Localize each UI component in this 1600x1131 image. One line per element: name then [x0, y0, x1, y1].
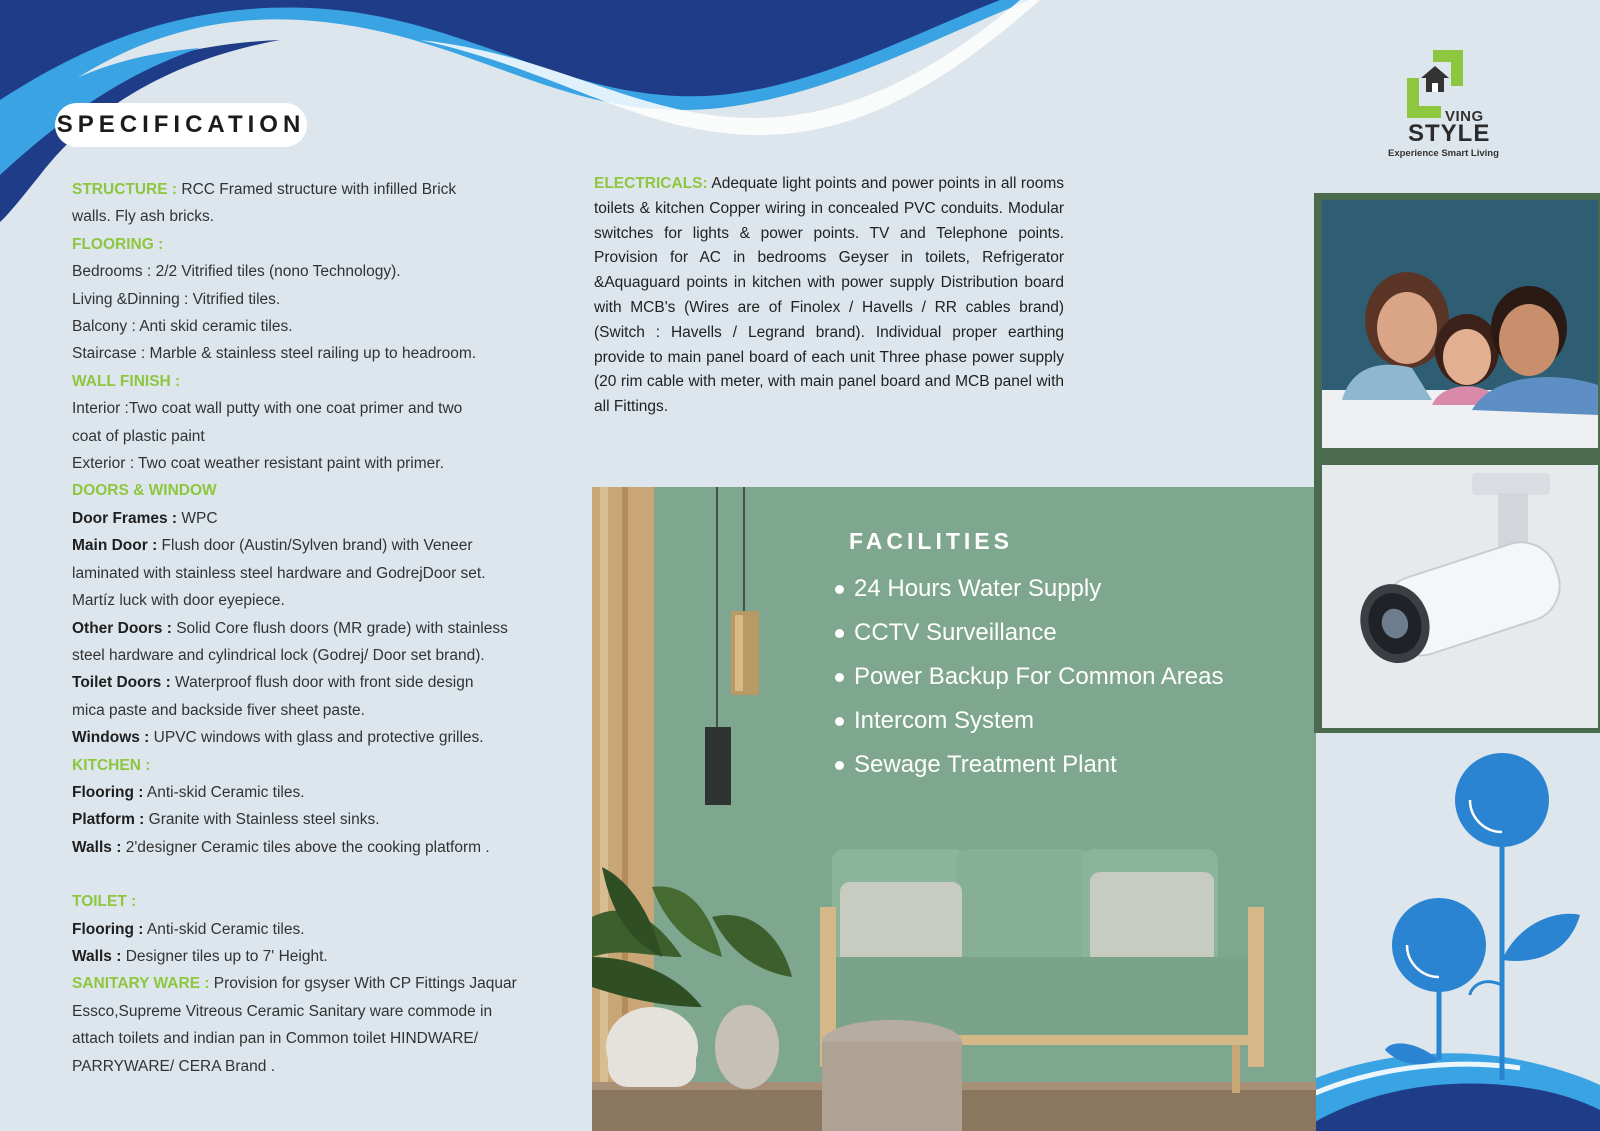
bullet-icon [835, 629, 844, 638]
spec-kitchen-flooring [72, 779, 572, 806]
toilet-label: TOILET : [72, 893, 137, 911]
facility-label: Power Backup For Common Areas [854, 663, 1224, 690]
main-door-value: Flush door (Austin/Sylven brand) with Veneer [157, 537, 473, 555]
facility-label: CCTV Surveillance [854, 619, 1057, 646]
door-frames-value: WPC [177, 509, 218, 527]
logo-text-ving: VING [1445, 108, 1484, 125]
spec-exterior: Exterior : Two coat weather resistant paint with primer. [72, 455, 444, 473]
specification-list [72, 176, 572, 1080]
family-illustration [1322, 200, 1598, 448]
door-frames-key: Door Frames : [72, 509, 178, 527]
facilities-title: FACILITIES [849, 528, 1013, 554]
structure-label: STRUCTURE : [72, 181, 178, 198]
kitchen-walls-value: 2'designer Ceramic tiles above the cooking platform . [121, 838, 490, 856]
other-doors-value: Solid Core flush doors (MR grade) with stainless [171, 619, 508, 637]
spec-staircase: Staircase : Marble & stainless steel railing up to headroom. [72, 345, 477, 363]
toilet-flooring-value: Anti-skid Ceramic tiles. [143, 920, 305, 938]
toilet-walls-value: Designer tiles up to 7' Height. [121, 947, 328, 965]
facility-item [849, 655, 1223, 699]
spec-kitchen-platform [72, 806, 572, 833]
spec-main-door-cont2: Martíz luck with door eyepiece. [72, 592, 285, 610]
spec-toilet-walls [72, 943, 572, 970]
bullet-icon [835, 761, 844, 770]
bedrooms-value: 2/2 Vitrified tiles (nono Technology). [155, 263, 401, 281]
sanitary-label: SANITARY WARE : [72, 975, 210, 993]
spec-main-door-cont: laminated with stainless steel hardware and GodrejDoor set. [72, 564, 486, 582]
bedrooms-key: Bedrooms : [72, 263, 152, 281]
other-doors-key: Other Doors : [72, 619, 172, 637]
electricals-text: Adequate light points and power points in all rooms toilets & kitchen Copper wiring in concealed PVC conduits. Modular switches for lights & power points. TV and Telephone points. Provision for AC in bedrooms Geyser in toilets, Refrigerator &Aquaguard points in kitchen with power supply Distribution board with MCB's (Wires are of Finolex / Havells / RR cables brand) (Switch : Havells / Legrand brand). Individual proper earthing provide to main panel board of each unit Three phase power supply (20 rim cable with meter, with main panel board and MCB panel with all Fittings. [594, 175, 1064, 416]
spec-interior: Interior :Two coat wall putty with one coat primer and two [72, 400, 463, 418]
kitchen-platform-key: Platform : [72, 811, 145, 829]
electricals-paragraph [594, 172, 1064, 420]
facility-item [849, 699, 1223, 743]
family-photo [1322, 200, 1598, 448]
facility-item [849, 567, 1223, 611]
toilet-doors-value: Waterproof flush door with front side design [170, 674, 474, 692]
spec-toilet-doors-cont: mica paste and backside fiver sheet paste. [72, 701, 365, 719]
spec-sanitary-cont3: PARRYWARE/ CERA Brand . [72, 1057, 275, 1075]
spec-bedrooms [72, 258, 572, 285]
sanitary-text: Provision for gsyser With CP Fittings Jaquar [209, 975, 517, 993]
cctv-camera-icon [1322, 465, 1598, 728]
spec-sanitary [72, 970, 572, 997]
cctv-camera-photo [1322, 465, 1598, 728]
kitchen-walls-key: Walls : [72, 838, 122, 856]
spec-main-door [72, 532, 572, 559]
kitchen-flooring-key: Flooring : [72, 783, 144, 801]
spec-toilet-doors [72, 669, 572, 696]
facility-item [849, 743, 1223, 787]
windows-key: Windows : [72, 729, 150, 747]
facility-item [849, 611, 1223, 655]
toilet-doors-key: Toilet Doors : [72, 674, 171, 692]
electricals-label: ELECTRICALS: [594, 175, 708, 192]
spec-interior-cont: coat of plastic paint [72, 427, 205, 445]
logo-tagline: Experience Smart Living [1388, 148, 1499, 159]
wall-finish-label: WALL FINISH : [72, 372, 181, 390]
facility-label: Intercom System [854, 707, 1035, 734]
kitchen-platform-value: Granite with Stainless steel sinks. [144, 811, 380, 829]
spec-structure [72, 176, 572, 203]
toilet-flooring-key: Flooring : [72, 920, 144, 938]
flooring-label: FLOORING : [72, 235, 164, 253]
facilities-list [849, 528, 1223, 787]
spec-living: Living &Dinning : Vitrified tiles. [72, 290, 281, 308]
doors-label: DOORS & WINDOW [72, 482, 217, 500]
structure-text: RCC Framed structure with infilled Brick [181, 181, 457, 198]
spec-toilet-flooring [72, 916, 572, 943]
kitchen-flooring-value: Anti-skid Ceramic tiles. [143, 783, 305, 801]
bullet-icon [835, 673, 844, 682]
main-door-key: Main Door : [72, 537, 158, 555]
page-title: SPECIFICATION [55, 103, 307, 147]
facility-label: Sewage Treatment Plant [854, 751, 1117, 778]
spec-other-doors-cont: steel hardware and cylindrical lock (Godrej/ Door set brand). [72, 646, 485, 664]
kitchen-label: KITCHEN : [72, 756, 151, 774]
flower-illustration [1385, 753, 1580, 1080]
spec-door-frames [72, 505, 572, 532]
toilet-walls-key: Walls : [72, 947, 122, 965]
facility-label: 24 Hours Water Supply [854, 575, 1102, 602]
spec-sanitary-cont: Essco,Supreme Vitreous Ceramic Sanitary ware commode in [72, 1002, 493, 1020]
spec-kitchen-walls [72, 834, 572, 861]
logo-text-style: STYLE [1408, 120, 1491, 147]
windows-value: UPVC windows with glass and protective grilles. [149, 729, 484, 747]
bullet-icon [835, 717, 844, 726]
spec-structure-cont: walls. Fly ash bricks. [72, 208, 215, 226]
spec-sanitary-cont2: attach toilets and indian pan in Common toilet HINDWARE/ [72, 1030, 479, 1048]
bullet-icon [835, 585, 844, 594]
spec-balcony: Balcony : Anti skid ceramic tiles. [72, 318, 293, 336]
spec-windows [72, 724, 572, 751]
spec-other-doors [72, 615, 572, 642]
